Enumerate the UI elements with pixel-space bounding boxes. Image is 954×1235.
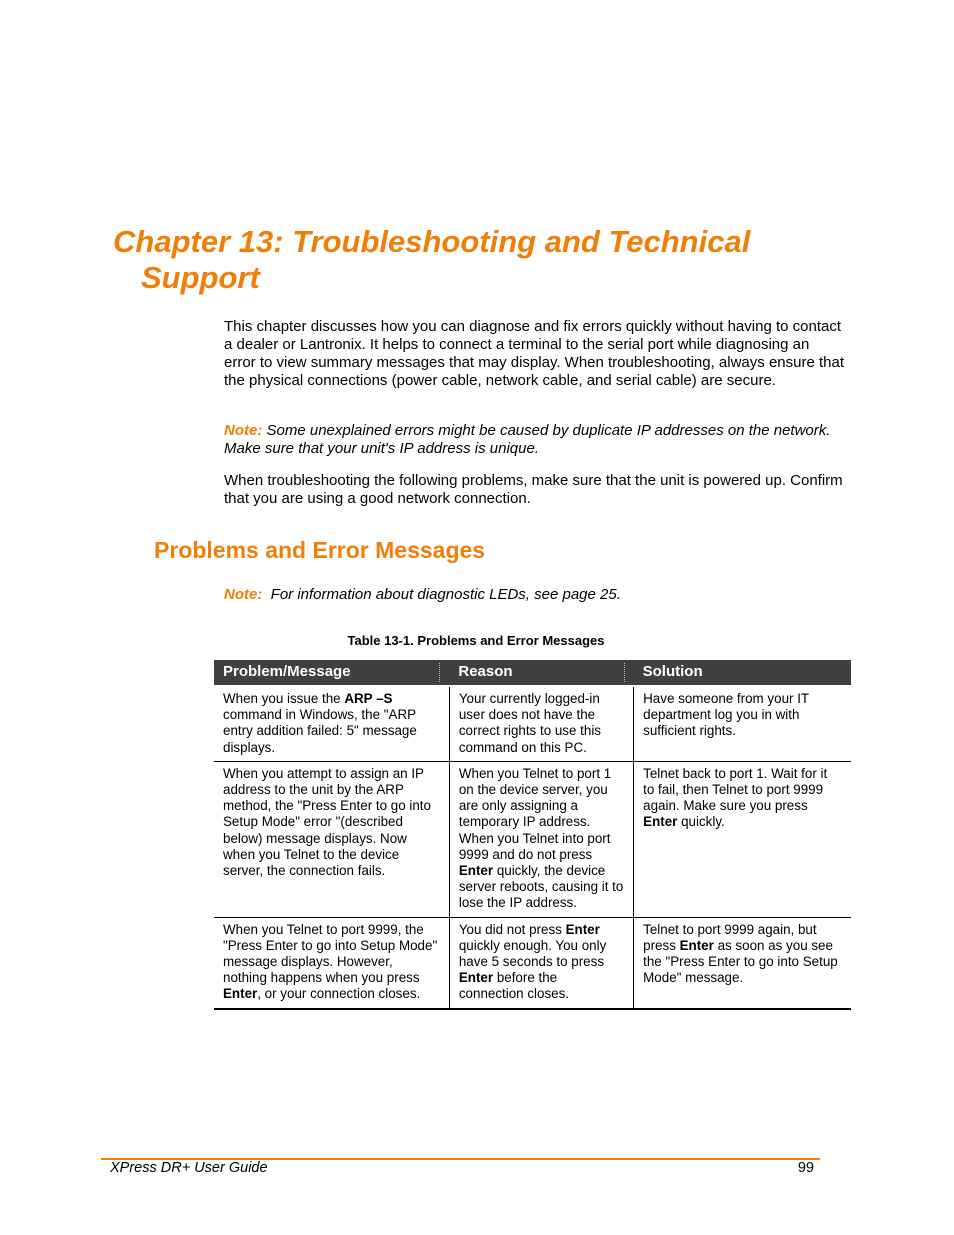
note-text: For information about diagnostic LEDs, see page 25. bbox=[262, 586, 621, 603]
bold-term: ARP –S bbox=[344, 691, 393, 706]
reason-cell: When you Telnet to port 1 on the device server, you are only assigning a temporary IP address. When you Telnet into port 9999 and do not press Enter quickly, the device server reboots, causing it to lose the IP address. bbox=[449, 761, 633, 917]
chapter-title bbox=[113, 224, 833, 296]
problem-cell: When you attempt to assign an IP address to the unit by the ARP method, the "Press Enter to go into Setup Mode" error "(described below) message displays. Now when you Telnet to the device server, the connection fails. bbox=[214, 761, 449, 917]
intro-paragraph: This chapter discusses how you can diagnose and fix errors quickly without having to contact a dealer or Lantronix. It helps to connect a terminal to the serial port while diagnosing an error to view summary messages that may display. When troubleshooting, always ensure that the physical connections (power cable, network cable, and serial cable) are secure. bbox=[224, 318, 844, 389]
problems-table bbox=[214, 660, 851, 1010]
bold-term: Enter bbox=[565, 921, 600, 937]
reason-cell: You did not press Enter quickly enough. You only have 5 seconds to press Enter before the connection closes. bbox=[449, 917, 633, 1009]
note-diagnostic-leds bbox=[224, 586, 844, 604]
problem-cell: When you Telnet to port 9999, the "Press Enter to go into Setup Mode" message displays. However, nothing happens when you press Enter, or your connection closes. bbox=[214, 917, 449, 1009]
column-header-reason: Reason bbox=[449, 660, 633, 686]
section-heading: Problems and Error Messages bbox=[154, 537, 486, 563]
footer-guide-title: XPress DR+ User Guide bbox=[110, 1160, 268, 1176]
reason-cell: Your currently logged-in user does not have the correct rights to use this command on this PC. bbox=[449, 686, 633, 761]
powered-up-paragraph: When troubleshooting the following problems, make sure that the unit is powered up. Confirm that you are using a good network connection. bbox=[224, 472, 843, 507]
table-row bbox=[214, 761, 851, 917]
table-row bbox=[214, 917, 851, 1009]
problem-cell: When you issue the ARP –S command in Windows, the "ARP entry addition failed: 5" message displays. bbox=[214, 686, 449, 761]
chapter-title-line2: Support bbox=[141, 260, 260, 295]
table-row bbox=[214, 686, 851, 761]
note-label: Note: bbox=[224, 586, 263, 603]
bold-term: Enter bbox=[643, 814, 678, 830]
note-text: Some unexplained errors might be caused by duplicate IP addresses on the network. Make sure that your unit's IP address is unique. bbox=[224, 422, 831, 457]
note-duplicate-ip bbox=[224, 422, 844, 458]
solution-cell: Have someone from your IT department log you in with sufficient rights. bbox=[634, 686, 851, 761]
column-header-problem: Problem/Message bbox=[214, 660, 449, 686]
bold-term: Enter bbox=[223, 986, 258, 1002]
note-label: Note: bbox=[224, 422, 263, 439]
bold-term: Enter bbox=[679, 937, 714, 953]
solution-cell: Telnet to port 9999 again, but press Enter as soon as you see the "Press Enter to go into Setup Mode" message. bbox=[634, 917, 851, 1009]
footer-page-number: 99 bbox=[797, 1160, 814, 1176]
solution-cell: Telnet back to port 1. Wait for it to fail, then Telnet to port 9999 again. Make sure you press Enter quickly. bbox=[634, 761, 851, 917]
table-header-row bbox=[214, 660, 851, 686]
bold-term: Enter bbox=[458, 970, 494, 986]
table-caption: Table 13-1. Problems and Error Messages bbox=[347, 633, 605, 648]
chapter-title-line1: Chapter 13: Troubleshooting and Technical bbox=[113, 224, 751, 259]
bold-term: Enter bbox=[458, 863, 494, 879]
column-header-solution: Solution bbox=[634, 660, 851, 686]
